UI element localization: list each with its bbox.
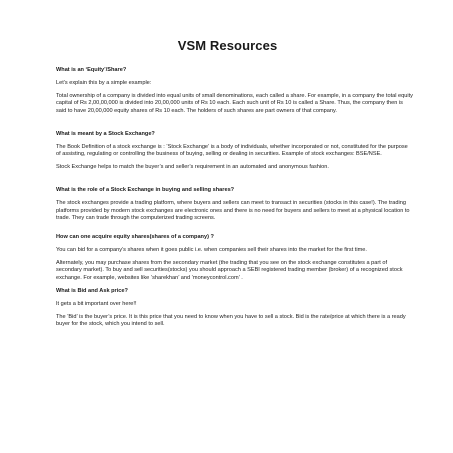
paragraph: The stock exchanges provide a trading platform, where buyers and sellers can meet to transact in securities (stocks in this case!). The trading platforms provided by modern stock exchanges are electronic ones and there is no need for buyers and sellers to meet at a physical location to trade. They can trade through the computerized trading screens.	[56, 200, 410, 221]
section-stock-exchange	[56, 131, 413, 172]
section-role-of-exchange	[56, 187, 413, 222]
section-heading: What is meant by a Stock Exchange?	[56, 130, 155, 137]
section-heading: What is the role of a Stock Exchange in buying and selling shares?	[56, 187, 235, 194]
paragraph: The Book Definition of a stock exchange is : ‘Stock Exchange’ is a body of individuals, whether incorporated or not, constituted for the purpose of assisting, regulating or controlling the business of buying, selling or dealing in securities. Example of stock exchanges: BSE/NSE.	[56, 143, 408, 158]
section-heading: How can one acquire equity shares(shares of a company) ?	[56, 234, 214, 241]
paragraph: Let’s explain this by a simple example:	[56, 80, 152, 86]
paragraph: Total ownership of a company is divided into equal units of small denominations, each called a share. For example, in a company the total equity capital of Rs 2,00,00,000 is divided into 20,00,000 units of Rs 10 each. Each such unit of Rs 10 is called a Share. Thus, the company then is said to have 20,00,000 equity shares of Rs 10 each. The holders of such shares are part owners of that company.	[56, 93, 413, 114]
section-acquire-shares	[56, 234, 413, 282]
page-title: VSM Resources	[177, 38, 278, 53]
paragraph: It gets a bit important over here!!	[56, 300, 137, 307]
paragraph: Stock Exchange helps to match the buyer’s and seller’s requirement in an automated and anonymous fashion.	[56, 164, 329, 171]
paragraph: The ‘Bid’ is the buyer’s price. It is this price that you need to know when you have to sell a stock. Bid is the rate/price at which there is a ready buyer for the stock, which you intend to sell.	[56, 314, 406, 328]
section-equity	[56, 67, 413, 115]
paragraph: You can bid for a company’s shares when it goes public i.e. when companies sell their shares into the market for the first time.	[56, 247, 367, 254]
section-bid-ask	[56, 288, 413, 329]
section-heading: What is Bid and Ask price?	[56, 287, 128, 294]
paragraph: Alternately, you may purchase shares from the secondary market (the trading that you see on the stock exchange constitutes a part of secondary market). To buy and sell securities(stocks) you should approach a SEBI registered trading member (broker) of a recognized stock exchange. For example, websites like ‘sharekhan’ and ‘moneycontrol.com’ .	[56, 260, 403, 281]
section-heading: What is an ‘Equity’/Share?	[56, 67, 127, 73]
